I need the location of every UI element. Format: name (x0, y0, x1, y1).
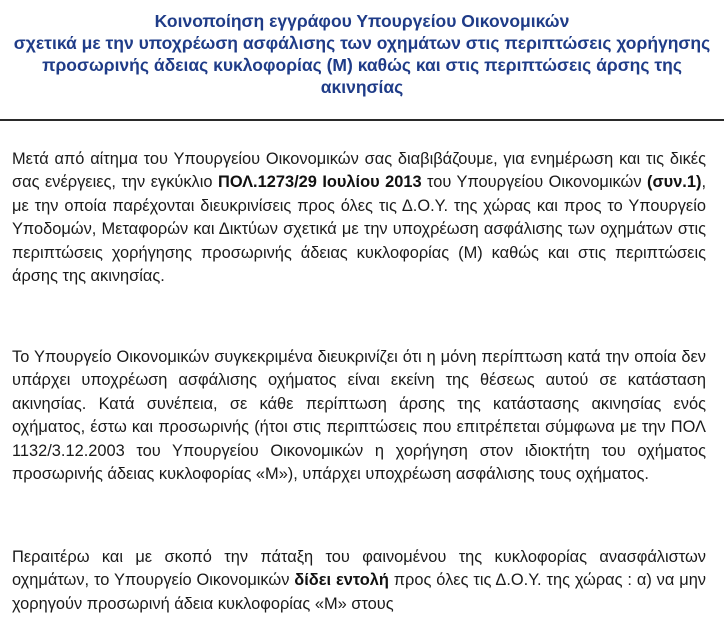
paragraph-3 (12, 546, 706, 616)
attachment-reference: (συν.1) (646, 173, 702, 192)
title-line-3: προσωρινής άδειας κυκλοφορίας (Μ) καθώς και στις περιπτώσεις άρσης της (42, 55, 682, 75)
title-line-2: σχετικά με την υποχρέωση ασφάλισης των οχημάτων στις περιπτώσεις χορήγησης (13, 33, 711, 53)
paragraph-2-text: Το Υπουργείο Οικονομικών συγκεκριμένα διευκρινίζει ότι η μόνη περίπτωση κατά την οποία δεν υπάρχει υποχρέωση ασφάλισης οχήματος είναι εκείνη της θέσεως αυτού σε κατάσταση ακινησίας. Κατά συνέπεια, σε κάθε περίπτωση άρσης της κατάστασης ακινησίας ενός οχήματος, έστω και προσωρινής (ήτοι στις περιπτώσεις που επιτρέπεται σύμφωνα με την ΠΟΛ 1132/3.12.2003 του Υπουργείου Οικονομικών η χορήγηση στον ιδιοκτήτη του οχήματος προσωρινής άδειας κυκλοφορίας «Μ»), υπάρχει υποχρέωση ασφάλισης τους οχήματος. (12, 348, 706, 484)
paragraph-1-text-b: του Υπουργείου Οικονομικών (421, 173, 647, 192)
circular-reference: ΠΟΛ.1273/29 Ιουλίου 2013 (217, 173, 422, 192)
title-line-1: Κοινοποίηση εγγράφου Υπουργείου Οικονομικών (154, 11, 570, 31)
paragraph-1-text-a: Μετά από αίτημα του Υπουργείου Οικονομικών σας διαβιβάζουμε, για ενημέρωση και τις δικές σας ενέργειες, την εγκύκλιο (12, 150, 706, 192)
paragraph-1-text-c: , με την οποία παρέχονται διευκρινίσεις προς όλες τις Δ.Ο.Υ. της χώρας και προς το Υπουργείο Υποδομών, Μεταφορών και Δικτύων σχετικά με την υποχρέωση ασφάλισης των οχημάτων στις περιπτώσεις χορήγησης προσωρινής άδειας κυκλοφορίας (Μ) καθώς και στις περιπτώσεις άρσης της ακινησίας. (12, 173, 707, 286)
instruction-emphasis: δίδει εντολή (294, 571, 389, 590)
paragraph-3-text-a: Περαιτέρω και με σκοπό την πάταξη του φαινομένου της κυκλοφορίας ανασφάλιστων οχημάτων, το Υπουργείο Οικονομικών (12, 548, 706, 590)
paragraph-2 (12, 346, 706, 486)
paragraph-3-text-b: προς όλες τις Δ.Ο.Υ. της χώρας : α) να μην χορηγούν προσωρινή άδεια κυκλοφορίας «Μ» στους (12, 571, 707, 613)
paragraph-1 (12, 148, 706, 288)
document-title (0, 10, 724, 98)
title-divider (0, 119, 724, 121)
title-line-4: ακινησίας (320, 77, 404, 97)
